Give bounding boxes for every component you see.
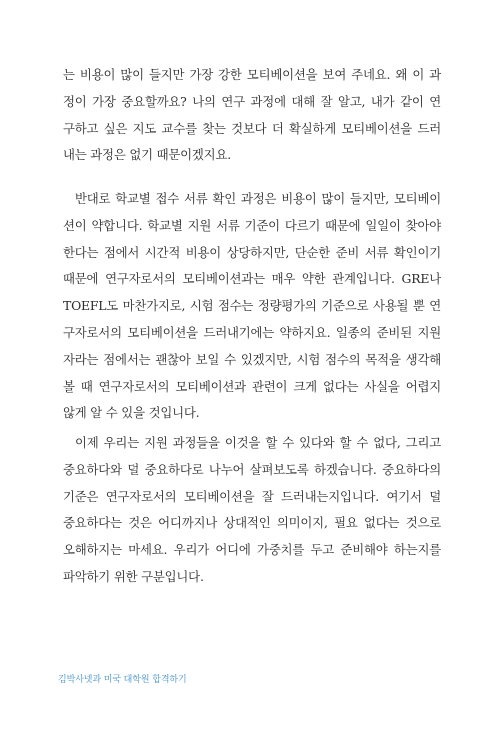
text-line: TOEFL도 마찬가지로, 시험 점수는 정량평가의 기준으로 사용될 뿐 연 xyxy=(63,298,441,314)
running-footer: 김박사넷과 미국 대학원 합격하기 xyxy=(58,675,187,685)
paragraph-2 xyxy=(63,186,441,427)
text-line: 중요하다와 덜 중요하다로 나누어 살펴보도록 하겠습니다. 중요하다의 xyxy=(63,461,441,477)
paragraph-1 xyxy=(63,62,441,169)
text-line: 자라는 점에서는 괜찮아 보일 수 있겠지만, 시험 점수의 목적을 생각해 xyxy=(63,351,441,367)
text-line: 한다는 점에서 시간적 비용이 상당하지만, 단순한 준비 서류 확인이기 xyxy=(63,244,441,260)
text-line: 파악하기 위한 구분입니다. xyxy=(63,568,204,584)
text-line: 때문에 연구자로서의 모티베이션과는 매우 약한 관계입니다. GRE나 xyxy=(63,271,441,287)
text-line: 는 비용이 많이 들지만 가장 강한 모티베이션을 보여 주네요. 왜 이 과 xyxy=(63,67,441,82)
text-line: 중요하다는 것은 어디까지나 상대적인 의미이지, 필요 없다는 것으로 xyxy=(63,515,441,531)
text-line: 구하고 싶은 지도 교수를 찾는 것보다 더 확실하게 모티베이션을 드러 xyxy=(63,120,441,136)
text-line: 기준은 연구자로서의 모티베이션을 잘 드러내는지입니다. 여기서 덜 xyxy=(63,488,441,504)
paragraph-3 xyxy=(63,430,441,591)
text-line: 정이 가장 중요할까요? 나의 연구 과정에 대해 잘 알고, 내가 같이 연 xyxy=(63,93,441,109)
text-line: 않게 알 수 있을 것입니다. xyxy=(63,405,200,421)
text-line: 반대로 학교별 접수 서류 확인 과정은 비용이 많이 들지만, 모티베이 xyxy=(75,191,441,206)
text-line: 션이 약합니다. 학교별 지원 서류 기준이 다르기 때문에 일일이 찾아야 xyxy=(63,217,441,233)
text-line: 볼 때 연구자로서의 모티베이션과 관련이 크게 없다는 사실을 어렵지 xyxy=(63,378,441,394)
text-line: 이제 우리는 지원 과정들을 이것을 할 수 있다와 할 수 없다, 그리고 xyxy=(75,435,441,450)
text-line: 내는 과정은 없기 때문이겠지요. xyxy=(63,147,231,163)
text-line: 구자로서의 모티베이션을 드러내기에는 약하지요. 일종의 준비된 지원 xyxy=(63,324,441,340)
text-line: 오해하지는 마세요. 우리가 어디에 가중치를 두고 준비해야 하는지를 xyxy=(63,542,441,558)
